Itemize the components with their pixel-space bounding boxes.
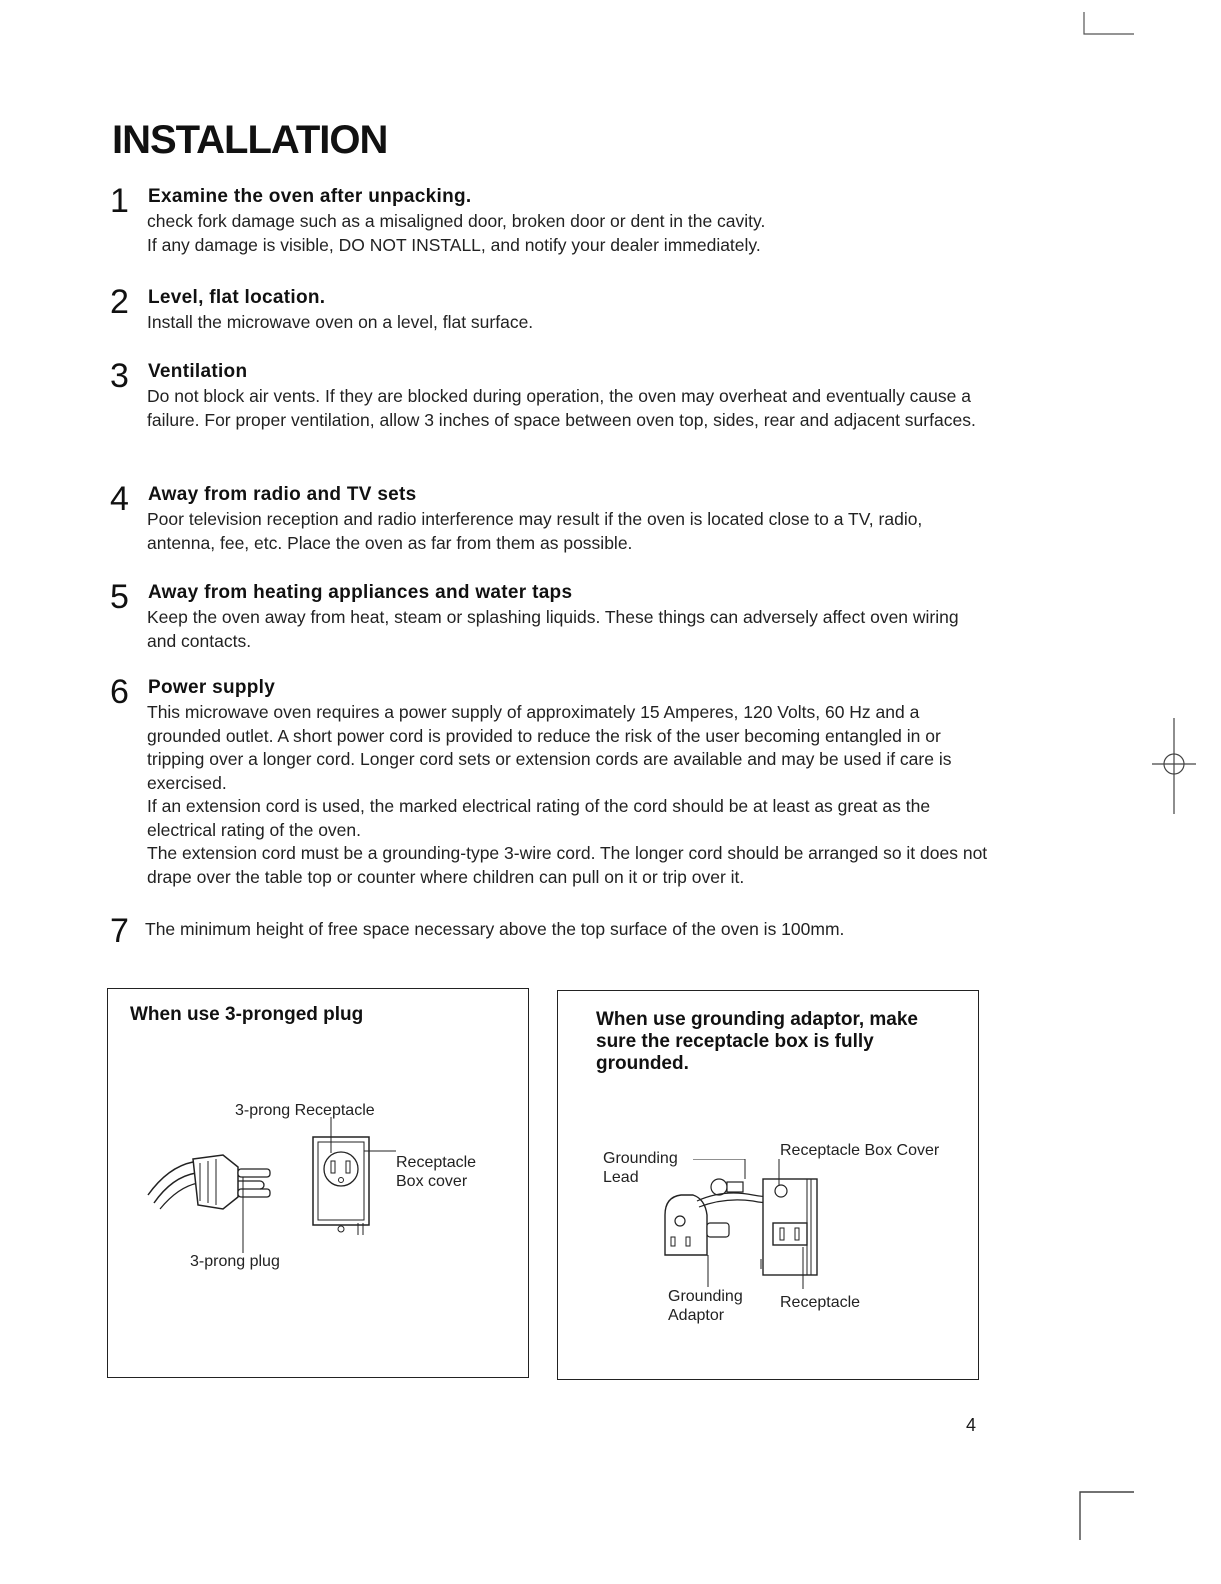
- label-line: Receptacle: [396, 1154, 477, 1171]
- label-receptacle: Receptacle: [780, 1294, 861, 1311]
- title-line: When use grounding adaptor, make: [596, 1009, 918, 1030]
- step-body: [147, 508, 989, 555]
- title-line: grounded.: [596, 1053, 689, 1074]
- step-text: If any damage is visible, DO NOT INSTALL, and notify your dealer immediately.: [147, 234, 761, 255]
- step-heading: Level, flat location.: [148, 287, 326, 308]
- step-text: Keep the oven away from heat, steam or splashing liquids. These things can adversely affect oven wiring and contacts.: [147, 607, 959, 651]
- figure-grounding-adaptor: [557, 990, 979, 1380]
- step-text: Do not block air vents. If they are blocked during operation, the oven may overheat and eventually cause a failure. For proper ventilation, allow 3 inches of space between oven top, sides, rear and adjacent surfaces.: [147, 386, 976, 430]
- step-heading: Examine the oven after unpacking.: [148, 186, 472, 207]
- step-text: If an extension cord is used, the marked electrical rating of the cord should be at least as great as the electrical rating of the oven.: [147, 796, 931, 840]
- label-line: Box cover: [396, 1173, 468, 1190]
- step-heading: Away from heating appliances and water taps: [148, 582, 573, 603]
- step-text: The extension cord must be a grounding-type 3-wire cord. The longer cord should be arranged so it does not drape over the table top or counter where children can pull on it or trip over it.: [147, 843, 988, 887]
- label-receptacle-box-cover: Receptacle Box Cover: [780, 1142, 940, 1159]
- step-text: Poor television reception and radio interference may result if the oven is located close to a TV, radio, antenna, fee, etc. Place the oven as far from them as possible.: [147, 509, 923, 553]
- step-body: [147, 311, 989, 335]
- label-line: Lead: [603, 1169, 639, 1186]
- step-body: [145, 918, 987, 942]
- crop-mark-bottom-right: [1070, 1484, 1140, 1544]
- step-number: 7: [110, 912, 129, 950]
- figure-title: [596, 1009, 918, 1075]
- label-3-prong-plug: 3-prong plug: [190, 1253, 280, 1270]
- grounding-adaptor-diagram: [653, 1159, 833, 1299]
- title-line: sure the receptacle box is fully: [596, 1031, 874, 1052]
- step-text: This microwave oven requires a power supply of approximately 15 Amperes, 120 Volts, 60 Hz and a grounded outlet. A short power cord is provided to reduce the risk of the user becoming entangled in or tripping over a longer cord. Longer cord sets or extension cords are available and may be used if care is exercised.: [147, 702, 952, 793]
- step-text: Install the microwave oven on a level, flat surface.: [147, 312, 534, 332]
- page-title: INSTALLATION: [112, 118, 388, 162]
- label-line: Grounding: [603, 1150, 678, 1167]
- figure-three-prong-plug: [107, 988, 529, 1378]
- step-body: [147, 701, 989, 889]
- step-text: check fork damage such as a misaligned door, broken door or dent in the cavity.: [147, 211, 766, 231]
- label-line: Adaptor: [668, 1307, 725, 1324]
- step-number: 4: [110, 480, 129, 518]
- step-text: The minimum height of free space necessary above the top surface of the oven is 100mm.: [145, 919, 845, 939]
- step-number: 5: [110, 578, 129, 616]
- page-number: 4: [966, 1415, 977, 1435]
- step-number: 3: [110, 357, 129, 395]
- three-prong-plug-diagram: [138, 1117, 398, 1257]
- step-number: 2: [110, 283, 129, 321]
- step-number: 1: [110, 182, 129, 220]
- label-receptacle-box-cover: [396, 1153, 476, 1191]
- step-body: [147, 385, 989, 432]
- step-heading: Ventilation: [148, 361, 248, 382]
- step-heading: Power supply: [148, 677, 276, 698]
- figure-title: When use 3-pronged plug: [130, 1004, 364, 1025]
- crop-mark-top-right: [1076, 10, 1140, 40]
- step-number: 6: [110, 673, 129, 711]
- step-heading: Away from radio and TV sets: [148, 484, 417, 505]
- step-body: [147, 606, 989, 653]
- step-body: [147, 210, 989, 257]
- label-line: Grounding: [668, 1288, 743, 1305]
- label-3-prong-receptacle: 3-prong Receptacle: [235, 1102, 375, 1119]
- registration-mark: [1150, 716, 1200, 816]
